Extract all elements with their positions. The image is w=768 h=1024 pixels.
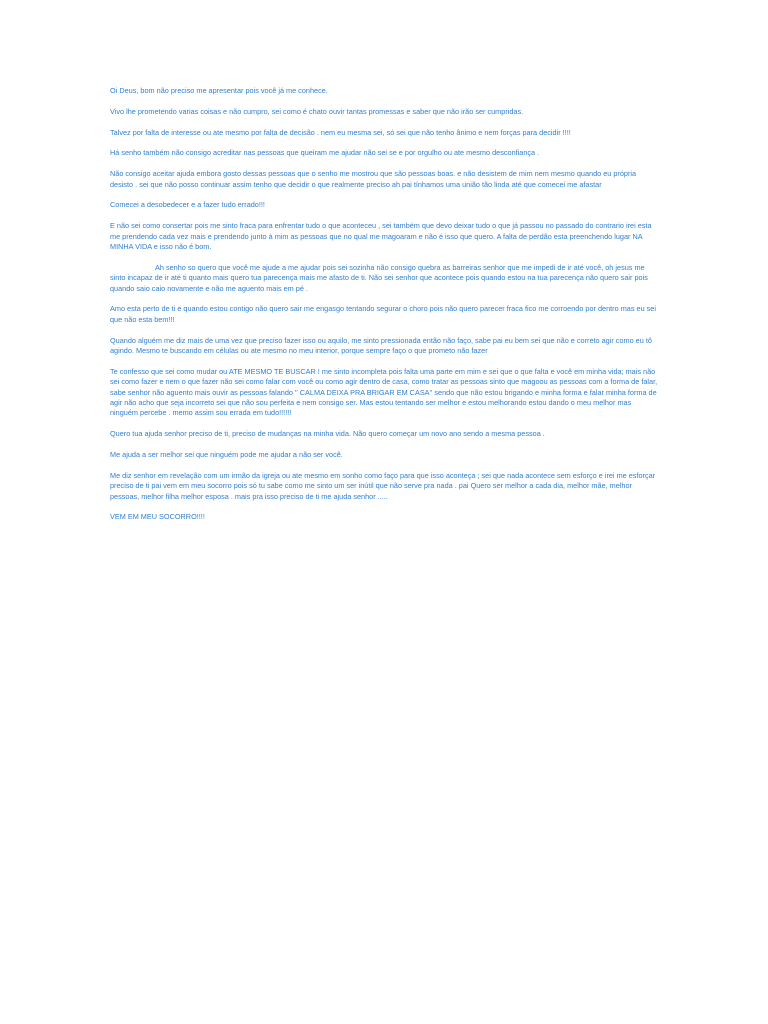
paragraph: Me ajuda a ser melhor sei que ninguém pode me ajudar a não ser você. [110,450,343,460]
paragraph: Me diz senhor em revelação com um irmão da igreja ou ate mesmo em sonho como faço para que isso aconteça ; sei que nada acontece sem esforço e irei me esforçar preciso de ti pai vem em meu socorro pois só tu sabe como me sinto um ser inútil que não serve pra nada . pai Quero ser melhor a cada dia, melhor mãe, melhor pessoas, melhor filha melhor esposa . mais pra isso preciso de ti me ajuda senhor ..... [110,470,656,501]
paragraph: Não consigo aceitar ajuda embora gosto dessas pessoas que o senho me mostrou que são pessoas boas. e não desistem de mim nem mesmo quando eu própria desisto . sei que não posso continuar assim tenho que decidir o que realmente preciso ah pai tínhamos uma união tão linda até que comecei me afastar [110,169,637,189]
paragraph-text: Ah senho so quero que você me ajude a me ajudar pois sei sozinha não consigo quebra as barreiras senhor que me impedi de ir até você, oh jesus me sinto incapaz de ir até ti quanto mais quero tua parecença mais me afasto de ti. Não sei senhor que acontece pois quando estou na tua parecença não quero sair pois quando saio caio novamente e não me aguento mais em pé . [110,262,648,293]
document-body [110,86,658,533]
paragraph-closing: VEM EM MEU SOCORRO!!!! [110,512,205,522]
paragraph: Talvez por falta de interesse ou ate mesmo por falta de decisão . nem eu mesma sei, só sei que não tenho ânimo e nem forças para decidir !!!! [110,127,571,137]
paragraph-indented [110,263,658,294]
paragraph: Amo esta perto de ti e quando estou contigo não quero sair me engasgo tentando segurar o choro pois não quero parecer fraca fico me corroendo por dentro mas eu sei que não esta bem!!! [110,304,656,324]
paragraph: Te confesso que sei como mudar ou ATE MESMO TE BUSCAR ! me sinto incompleta pois falta uma parte em mim e sei que o que falta e você em minha vida; mais não sei como fazer e nem o que fazer não sei como falar com você ou como agir dentro de casa, como tratar as pessoas sinto que magoou as pessoas com a forma de falar, sabe senhor não aguento mais ouvir as pessoas falando '' CALMA DEIXA PRA BRIGAR EM CASA'' sendo que não estou brigando e minha forma e falar minha forma de agir não acho que seja incorreto sei que não sou perfeita e nem consigo ser. Mas estou tentando ser melhor e estou melhorando estou dando o meu melhor mas ninguém percebe . memo assim sou errada em tudo!!!!!! [110,366,658,418]
paragraph: Quero tua ajuda senhor preciso de ti, preciso de mudanças na minha vida. Não quero começar um novo ano sendo a mesma pessoa . [110,429,545,439]
paragraph: E não sei como consertar pois me sinto fraca para enfrentar tudo o que aconteceu , sei também que devo deixar tudo o que já passou no passado do contrario irei esta me prendendo cada vez mais e prendendo junto à mim as pessoas que no qual me magoaram e não é isso que quero. A falta de perdão esta preenchendo lugar NA MINHA VIDA e isso não é bom. [110,221,652,251]
paragraph: Há senho também não consigo acreditar nas pessoas que queiram me ajudar não sei se e por orgulho ou ate mesmo desconfiança . [110,148,540,158]
paragraph: Vivo lhe prometendo varias coisas e não cumpro, sei como é chato ouvir tantas promessas e saber que não irão ser cumpridas. [110,106,524,116]
paragraph: Comecei a desobedecer e a fazer tudo errado!!! [110,200,265,210]
paragraph-greeting: Oi Deus, bom não preciso me apresentar pois você já me conhece. [110,86,328,95]
paragraph: Quando alguém me diz mais de uma vez que preciso fazer isso ou aquilo, me sinto pressionada então não faço, sabe pai eu bem sei que não e correto agir como eu tô agindo. Mesmo te buscando em células ou ate mesmo no meu interior, porque sempre faço o que prometo não fazer [110,335,652,356]
